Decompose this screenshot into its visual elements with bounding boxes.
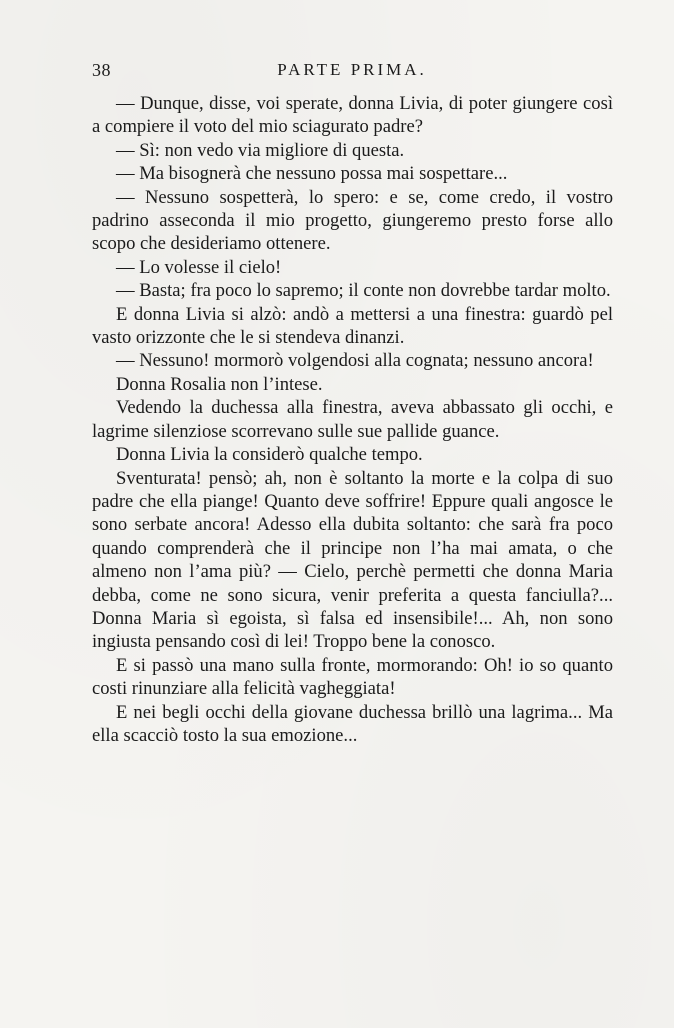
paragraph: Donna Rosalia non l’intese. [116, 373, 323, 395]
paragraph: — Basta; fra poco lo sapremo; il conte non dovrebbe tardar molto. [116, 280, 611, 302]
page-header [92, 60, 612, 86]
paragraph: — Dunque, disse, voi sperate, donna Livia, di poter giungere così a compiere il voto del mio sciagurato padre? [92, 93, 613, 138]
page-number: 38 [92, 60, 111, 80]
paragraph: Donna Livia la considerò qualche tempo. [116, 444, 423, 466]
paragraph: — Nessuno! mormorò volgendosi alla cognata; nessuno ancora! [116, 350, 594, 372]
paragraph: — Sì: non vedo via migliore di questa. [116, 139, 405, 161]
paragraph: Sventurata! pensò; ah, non è soltanto la morte e la colpa di suo padre che ella piange! Quanto deve soffrire! Eppure quali angosce le sono serbate ancora! Adesso ella dubita soltanto: che sarà fra poco quando comprenderà che il principe non l’ha mai amata, o che almeno non l’ama più? — Cielo, perchè permetti che donna Maria debba, come ne sono sicura, venir preferita a questa fanciulla?... Donna Maria sì egoista, sì falsa ed insensibile!... Ah, non sono ingiusta pensando così di lei! Troppo bene la conosco. [92, 467, 613, 653]
paragraph: — Nessuno sospetterà, lo spero: e se, come credo, il vostro padrino asseconda il mio progetto, giungeremo presto forse allo scopo che desideriamo ottenere. [92, 186, 613, 255]
paragraph: E nei begli occhi della giovane duchessa brillò una lagrima... Ma ella scacciò tosto la sua emozione... [92, 701, 613, 746]
body-text [92, 92, 613, 747]
paragraph: — Ma bisognerà che nessuno possa mai sospettare... [116, 163, 508, 185]
running-head: PARTE PRIMA. [277, 60, 427, 79]
paragraph: E donna Livia si alzò: andò a mettersi a una finestra: guardò pel vasto orizzonte che le si stendeva dinanzi. [92, 303, 613, 349]
paragraph: Vedendo la duchessa alla finestra, aveva abbassato gli occhi, e lagrime silenziose scorrevano sulle sue pallide guance. [92, 397, 613, 442]
paragraph: — Lo volesse il cielo! [116, 256, 282, 278]
paragraph: E si passò una mano sulla fronte, mormorando: Oh! io so quanto costi rinunziare alla felicità vagheggiata! [92, 654, 613, 700]
